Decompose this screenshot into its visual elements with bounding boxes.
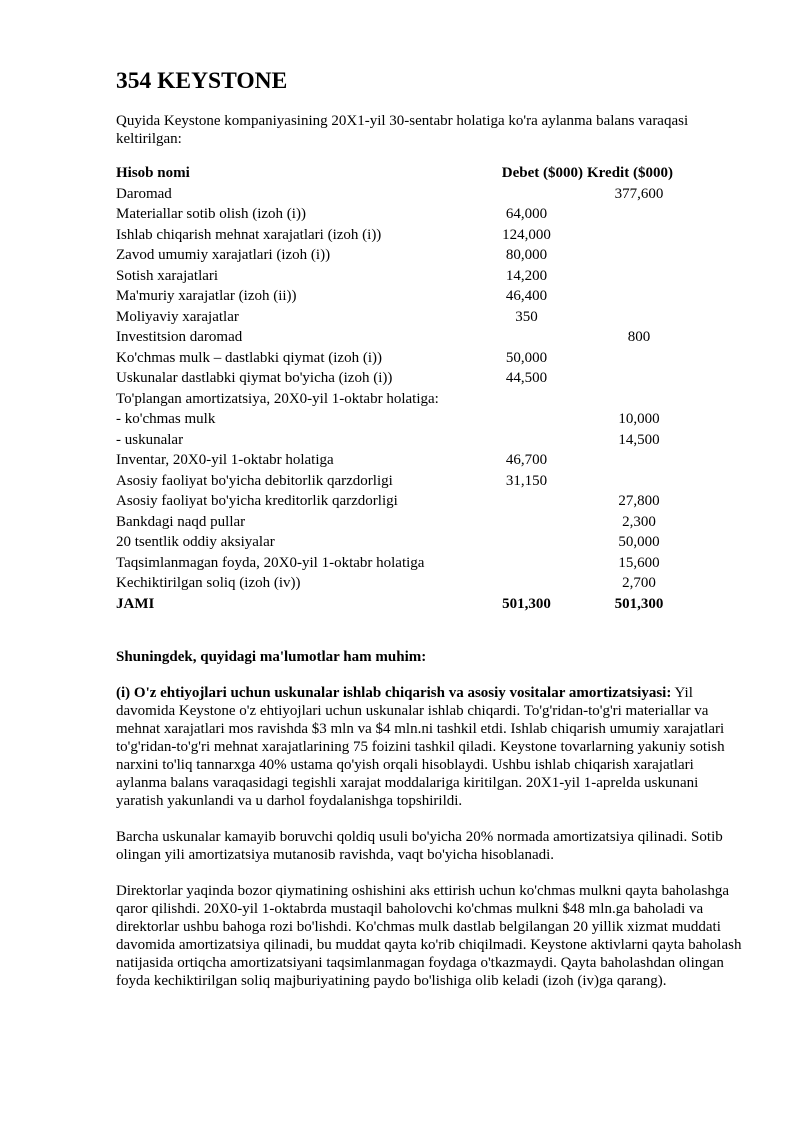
account-name-cell: Daromad — [116, 185, 172, 202]
kredit-cell: 2,300 — [622, 513, 656, 530]
header-account-name: Hisob nomi — [116, 165, 190, 181]
table-row — [116, 451, 691, 472]
kredit-cell: 27,800 — [618, 493, 660, 509]
debet-cell — [466, 431, 587, 452]
table-row — [116, 533, 691, 554]
kredit-cell: 377,600 — [614, 185, 664, 202]
account-name-cell: Investitsion daromad — [116, 329, 243, 345]
note-paragraph-2: Barcha uskunalar kamayib boruvchi qoldiq usuli bo'yicha 20% normada amortizatsiya qilinadi. Sotib olingan yili amortizatsiya mutanosib ravishda, vaqt bo'yicha hisoblanadi. — [116, 829, 723, 863]
table-row — [116, 492, 691, 513]
kredit-cell — [587, 226, 691, 247]
kredit-cell — [587, 205, 691, 226]
total-debet: 501,300 — [502, 595, 551, 612]
debet-cell — [466, 328, 587, 349]
kredit-cell: 800 — [627, 329, 651, 345]
trial-balance-table — [116, 164, 691, 615]
note-1 — [116, 684, 746, 810]
table-row — [116, 574, 691, 595]
total-label: JAMI — [116, 595, 155, 612]
note-paragraph-3: Direktorlar yaqinda bozor qiymatining oshishini aks ettirish uchun ko'chmas mulkni qayta baholashga qaror qilishdi. 20X0-yil 1-oktabrda mustaqil baholovchi ko'chmas mulkni $48 mln.ga baholadi va direktorlar ushbu bahoga rozi bo'lishdi. Ko'chmas mulk dastlab belgilangan 20 yillik xizmat muddati davomida amortizatsiya qilinadi, bu muddat qayta ko'rib chiqilmadi. Keystone aktivlarni qayta baholash natijasida ortiqcha amortizatsiyani taqsimlanmagan foydaga o'tkazmaydi. Qayta baholashdan olingan foyda kechiktirilgan soliq majburiyatining paydo bo'lishiga olib keladi (izoh (iv)ga qarang). — [116, 883, 742, 989]
account-name-cell: Ko'chmas mulk – dastlabki qiymat (izoh (i)) — [116, 349, 382, 366]
table-row — [116, 410, 691, 431]
account-name-cell: - uskunalar — [116, 431, 184, 448]
kredit-cell: 15,600 — [618, 554, 660, 571]
debet-cell — [466, 554, 587, 575]
kredit-cell — [587, 390, 691, 411]
account-name-cell: Asosiy faoliyat bo'yicha debitorlik qarzdorligi — [116, 472, 393, 489]
table-row — [116, 205, 691, 226]
table-row — [116, 513, 691, 534]
table-row — [116, 287, 691, 308]
note-1-heading: (i) O'z ehtiyojlari uchun uskunalar ishlab chiqarish va asosiy vositalar amortizatsiyasi: — [116, 685, 672, 701]
note-1-text: Yil davomida Keystone o'z ehtiyojlari uchun uskunalar ishlab chiqardi. To'g'ridan-to'g'ri materiallar va mehnat xarajatlari mos ravishda $3 mln va $4 mln.ni tashkil etdi. Ishlab chiqarish umumiy xarajatlari to'g'ridan-to'g'ri mehnat xarajatlarining 75 foizini tashkil qiladi. Keystone tovarlarning yakuniy sotish narxini to'liq tannarxga 40% ustama qo'yish orqali hisoblaydi. Ushbu ishlab chiqarish xarajatlari aylanma balans varaqasidagi tegishli xarajat moddalariga kiritilgan. 20X1-yil 1-aprelda uskunani yaratish yakunlandi va u darhol foydalanishga topshirildi. — [116, 685, 725, 809]
account-name-cell: To'plangan amortizatsiya, 20X0-yil 1-oktabr holatiga: — [116, 390, 439, 407]
kredit-cell — [587, 451, 691, 472]
table-header-row — [116, 164, 691, 185]
account-name-cell: Moliyaviy xarajatlar — [116, 308, 239, 325]
kredit-cell — [587, 246, 691, 267]
kredit-cell: 50,000 — [618, 534, 660, 550]
kredit-cell: 14,500 — [618, 431, 660, 448]
account-name-cell: 20 tsentlik oddiy aksiyalar — [116, 534, 275, 550]
account-name-cell: Bankdagi naqd pullar — [116, 513, 246, 530]
debet-cell — [466, 390, 587, 411]
table-row — [116, 369, 691, 390]
table-row — [116, 328, 691, 349]
kredit-cell — [587, 308, 691, 329]
kredit-cell — [587, 472, 691, 493]
debet-cell: 124,000 — [502, 226, 551, 243]
kredit-cell — [587, 369, 691, 390]
debet-cell — [466, 533, 587, 554]
account-name-cell: Asosiy faoliyat bo'yicha kreditorlik qarzdorligi — [116, 493, 398, 509]
account-name-cell: Inventar, 20X0-yil 1-oktabr holatiga — [116, 452, 334, 468]
debet-cell — [466, 574, 587, 595]
table-row — [116, 349, 691, 370]
debet-cell — [466, 513, 587, 534]
account-name-cell: Materiallar sotib olish (izoh (i)) — [116, 206, 306, 222]
table-row — [116, 246, 691, 267]
total-kredit: 501,300 — [614, 595, 664, 612]
debet-cell: 14,200 — [505, 267, 548, 284]
account-name-cell: Ishlab chiqarish mehnat xarajatlari (izoh (i)) — [116, 226, 382, 243]
account-name-cell: Sotish xarajatlari — [116, 267, 219, 284]
header-kredit: Kredit ($000) — [587, 165, 673, 181]
debet-cell — [466, 410, 587, 431]
table-row — [116, 267, 691, 288]
kredit-cell — [587, 349, 691, 370]
debet-cell: 80,000 — [505, 247, 548, 263]
table-row — [116, 308, 691, 329]
header-debet: Debet ($000) — [501, 165, 583, 181]
intro-text: Quyida Keystone kompaniyasining 20X1-yil 30-sentabr holatiga ko'ra aylanma balans varaqasi keltirilgan: — [116, 113, 689, 147]
debet-cell — [466, 492, 587, 513]
kredit-cell: 10,000 — [618, 411, 660, 427]
account-name-cell: Ma'muriy xarajatlar (izoh (ii)) — [116, 288, 297, 304]
account-name-cell: - ko'chmas mulk — [116, 411, 216, 427]
page-title: 354 KEYSTONE — [116, 68, 288, 94]
table-body — [116, 185, 691, 616]
notes-title: Shuningdek, quyidagi ma'lumotlar ham muhim: — [116, 649, 427, 665]
debet-cell: 350 — [515, 308, 538, 325]
debet-cell: 50,000 — [505, 349, 548, 366]
table-row — [116, 431, 691, 452]
debet-cell: 64,000 — [505, 206, 548, 222]
table-row — [116, 472, 691, 493]
debet-cell: 31,150 — [505, 472, 548, 489]
table-row — [116, 226, 691, 247]
kredit-cell: 2,700 — [622, 575, 656, 591]
debet-cell: 44,500 — [505, 370, 548, 386]
account-name-cell: Zavod umumiy xarajatlari (izoh (i)) — [116, 247, 331, 263]
kredit-cell — [587, 287, 691, 308]
account-name-cell: Taqsimlanmagan foyda, 20X0-yil 1-oktabr holatiga — [116, 554, 425, 571]
debet-cell: 46,700 — [505, 452, 548, 468]
account-name-cell: Kechiktirilgan soliq (izoh (iv)) — [116, 575, 301, 591]
table-row — [116, 185, 691, 206]
debet-cell: 46,400 — [505, 288, 548, 304]
kredit-cell — [587, 267, 691, 288]
account-name-cell: Uskunalar dastlabki qiymat bo'yicha (izoh (i)) — [116, 370, 393, 386]
debet-cell — [466, 185, 587, 206]
table-total-row — [116, 595, 691, 616]
table-row — [116, 390, 691, 411]
table-row — [116, 554, 691, 575]
